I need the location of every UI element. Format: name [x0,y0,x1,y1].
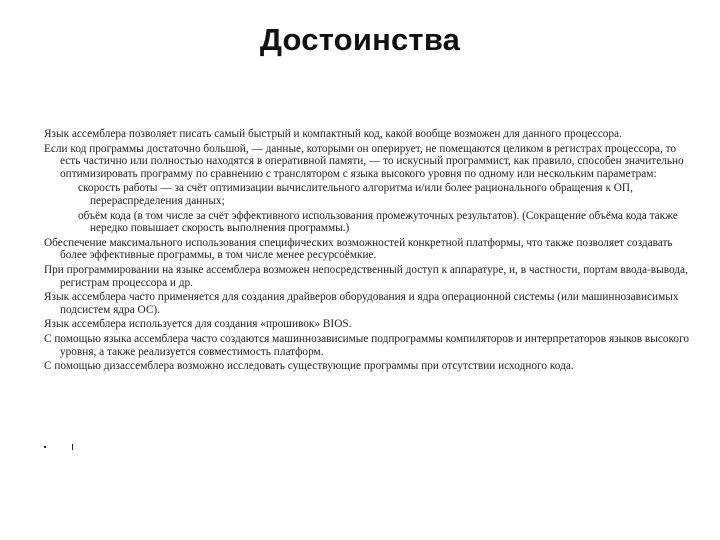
paragraph-optimization: Если код программы достаточно большой, — данные, которыми он оперирует, не помещаются целиком в регистрах процессора, то есть частично или полностью находятся в оперативной памяти, — то искусный программист, как правило, способен значительно оптимизировать программу по сравнению с транслятором с языка высокого уровня по одному или нескольким параметрам: [44,142,684,180]
paragraph-compilers: С помощью языка ассемблера часто создаются машиннозависимые подпрограммы компиляторов и интерпретаторов языков высокого уровня, а также реализуется совместимость платформ. [44,332,690,358]
bullet-tick [72,444,73,450]
paragraph-platform: Обеспечение максимального использования специфических возможностей конкретной платформы, что также позволяет создавать более эффективные программы, в том числе менее ресурсоёмкие. [44,236,673,262]
paragraph-drivers: Язык ассемблера часто применяется для создания драйверов оборудования и ядра операционной системы (или машиннозависимых подсистем ядра ОС). [44,291,679,316]
paragraph-disassembler: С помощью дизассемблера возможно исследовать существующие программы при отсутствии исходного кода. [44,360,574,373]
bullet-dot [44,446,46,448]
slide-body [44,128,690,375]
paragraph-hardware-access: При программировании на языке ассемблера возможен непосредственный доступ к аппаратуре, и, в частности, портам ввода-вывода, регистрам процессора и др. [44,263,688,289]
slide-title: Достоинства [259,22,461,57]
paragraph-bios: Язык ассемблера используется для создания «прошивок» BIOS. [44,318,352,331]
paragraph-speed-compact: Язык ассемблера позволяет писать самый быстрый и компактный код, какой вообще возможен для данного процессора. [44,128,622,140]
sub-item-speed: скорость работы — за счёт оптимизации вычислительного алгоритма и/или более рационального обращения к ОП, перераспределения данных; [78,182,633,207]
sub-item-code-size: объём кода (в том числе за счёт эффективного использования промежуточных результатов). (Сокращение объёма кода также нередко повышает скорость выполнения программы.) [78,209,678,235]
